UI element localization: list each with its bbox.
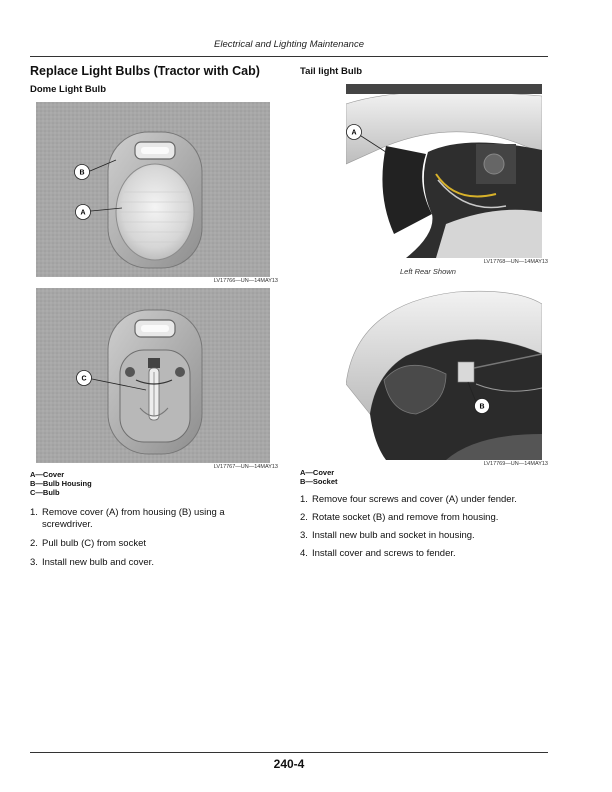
figure-caption: LV17766—UN—14MAY13 — [213, 278, 278, 284]
step-item: 3. Install new bulb and socket in housing. — [300, 530, 475, 541]
figure-label: Left Rear Shown — [400, 267, 456, 276]
tail-legend — [300, 468, 338, 486]
dome-light-photo-1 — [36, 102, 270, 277]
step-item: 1. Remove four screws and cover (A) under fender. — [300, 494, 517, 505]
dome-steps — [30, 507, 275, 576]
legend-item: A—Cover — [30, 470, 65, 479]
callout-a: A — [80, 209, 86, 217]
step-item: 1. Remove cover (A) from housing (B) using a screwdriver. — [30, 507, 225, 530]
step-item: 3. Install new bulb and cover. — [30, 557, 154, 568]
step-item: 2. Pull bulb (C) from socket — [30, 538, 147, 549]
page-title: Replace Light Bulbs (Tractor with Cab) — [30, 64, 260, 78]
step-item: 2. Rotate socket (B) and remove from housing. — [300, 512, 499, 523]
legend-item: A—Cover — [300, 468, 335, 477]
callout-a: A — [351, 129, 357, 137]
footer-rule — [30, 752, 548, 753]
tail-light-heading: Tail light Bulb — [300, 66, 363, 77]
figure-caption: LV17769—UN—14MAY13 — [483, 461, 548, 467]
callout-b: B — [79, 169, 85, 177]
tail-light-photo-1 — [346, 84, 542, 258]
step-item: 4. Install cover and screws to fender. — [300, 548, 456, 559]
dome-light-photo-2 — [36, 288, 270, 463]
figure-caption: LV17767—UN—14MAY13 — [213, 464, 278, 470]
section-header: Electrical and Lighting Maintenance — [214, 39, 364, 50]
header-rule — [30, 56, 548, 57]
legend-item: B—Bulb Housing — [30, 479, 92, 488]
figure-caption: LV17768—UN—14MAY13 — [483, 259, 548, 265]
dome-legend — [30, 470, 92, 497]
dome-light-heading: Dome Light Bulb — [30, 84, 106, 95]
callout-c: C — [81, 375, 87, 383]
tail-steps — [300, 494, 550, 566]
legend-item: C—Bulb — [30, 488, 60, 497]
legend-item: B—Socket — [300, 477, 338, 486]
callout-b: B — [479, 403, 485, 411]
tail-light-photo-2 — [346, 284, 542, 460]
page-number: 240-4 — [273, 757, 305, 771]
